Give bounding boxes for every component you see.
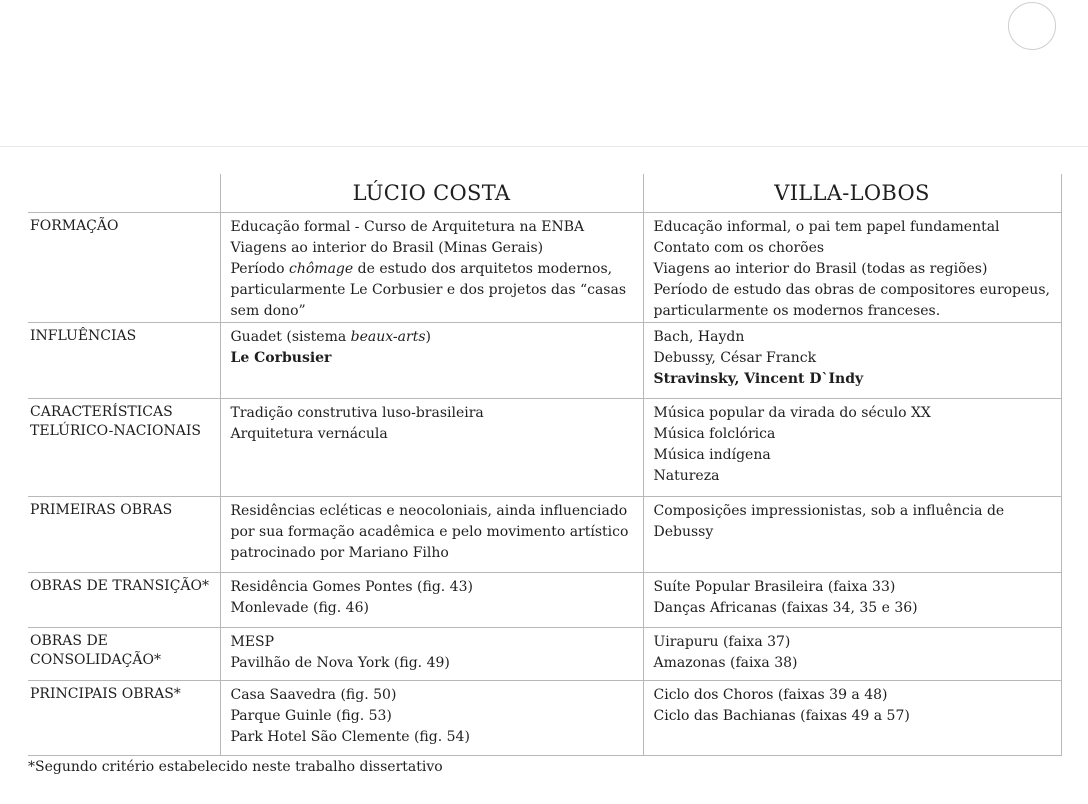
row-label-line: OBRAS DE xyxy=(30,633,108,649)
row-label-line: OBRAS DE TRANSIÇÃO* xyxy=(30,578,210,594)
cell-line xyxy=(231,259,643,280)
text-segment: Debussy xyxy=(653,524,714,540)
cell-line xyxy=(231,301,643,322)
cell-line xyxy=(654,577,1061,598)
cell-line xyxy=(654,501,1061,522)
text-segment: Período de estudo das obras de compositores europeus, xyxy=(653,282,1050,298)
text-segment: Residências ecléticas e neocoloniais, ainda influenciado xyxy=(230,503,628,519)
text-segment: particularmente os modernos franceses. xyxy=(653,303,941,319)
cell-line xyxy=(654,217,1061,238)
row-label-line: CARACTERÍSTICAS xyxy=(30,404,173,420)
cell-villa-lobos xyxy=(643,573,1061,628)
text-segment: Contato com os chorões xyxy=(653,240,825,256)
cell-line xyxy=(654,259,1061,280)
text-segment: Viagens ao interior do Brasil (todas as regiões) xyxy=(653,261,988,277)
row-label-line: PRIMEIRAS OBRAS xyxy=(30,502,173,518)
text-segment: MESP xyxy=(230,634,275,650)
cell-lucio-costa xyxy=(220,213,643,323)
cell-lucio-costa xyxy=(220,399,643,497)
text-segment: de estudo dos arquitetos modernos, xyxy=(353,261,613,277)
cell-line xyxy=(654,327,1061,348)
text-segment: Pavilhão de Nova York (fig. 49) xyxy=(230,655,450,671)
text-segment: Educação informal, o pai tem papel fundamental xyxy=(653,219,1000,235)
cell-line xyxy=(654,466,1061,487)
text-segment: Música folclórica xyxy=(653,426,776,442)
row-label xyxy=(28,573,220,628)
row-label xyxy=(28,399,220,497)
row-label-line: PRINCIPAIS OBRAS* xyxy=(30,686,181,702)
text-segment: sem dono” xyxy=(230,303,306,319)
document-page xyxy=(0,147,1088,804)
row-label xyxy=(28,497,220,573)
cell-line xyxy=(231,653,643,674)
text-segment: Park Hotel São Clemente (fig. 54) xyxy=(230,729,470,745)
cell-line xyxy=(654,424,1061,445)
row-label-line: FORMAÇÃO xyxy=(30,218,119,234)
row-label xyxy=(28,213,220,323)
cell-line xyxy=(654,238,1061,259)
cell-line xyxy=(654,445,1061,466)
cell-line xyxy=(654,403,1061,424)
cell-line xyxy=(231,706,643,727)
text-segment: patrocinado por Mariano Filho xyxy=(230,545,449,561)
table-row xyxy=(28,573,1061,628)
cell-line xyxy=(231,543,643,564)
table-header-row xyxy=(28,174,1061,213)
cell-villa-lobos xyxy=(643,497,1061,573)
row-label-line: INFLUÊNCIAS xyxy=(30,328,137,344)
cell-villa-lobos xyxy=(643,213,1061,323)
cell-lucio-costa xyxy=(220,681,643,756)
cell-line xyxy=(231,632,643,653)
cell-line xyxy=(654,685,1061,706)
text-segment: Uirapuru (faixa 37) xyxy=(653,634,791,650)
text-segment: Casa Saavedra (fig. 50) xyxy=(230,687,397,703)
cell-line xyxy=(654,348,1061,369)
cell-villa-lobos xyxy=(643,323,1061,399)
cell-line xyxy=(231,501,643,522)
table-row xyxy=(28,399,1061,497)
cell-villa-lobos xyxy=(643,399,1061,497)
cell-line xyxy=(231,348,643,369)
cell-lucio-costa xyxy=(220,628,643,681)
cell-line xyxy=(654,280,1061,301)
footnote: *Segundo critério estabelecido neste trabalho dissertativo xyxy=(28,759,443,775)
cell-line xyxy=(654,653,1061,674)
text-segment: Composições impressionistas, sob a influência de xyxy=(653,503,1005,519)
row-label xyxy=(28,628,220,681)
cell-line xyxy=(654,522,1061,543)
cell-line xyxy=(654,369,1061,390)
table-row xyxy=(28,628,1061,681)
text-segment: Ciclo dos Choros (faixas 39 a 48) xyxy=(653,687,888,703)
cell-line xyxy=(231,238,643,259)
text-segment: Le Corbusier xyxy=(230,350,332,366)
table-row xyxy=(28,323,1061,399)
text-segment: por sua formação acadêmica e pelo movimento artístico xyxy=(230,524,629,540)
cell-line xyxy=(231,577,643,598)
text-segment: Música indígena xyxy=(653,447,771,463)
row-label-line: CONSOLIDAÇÃO* xyxy=(30,652,161,668)
text-segment: beaux-arts xyxy=(350,329,426,345)
table-row xyxy=(28,213,1061,323)
text-segment: Educação formal - Curso de Arquitetura na ENBA xyxy=(230,219,585,235)
text-segment: ) xyxy=(425,329,431,345)
cell-line xyxy=(231,685,643,706)
table-row xyxy=(28,681,1061,756)
cell-villa-lobos xyxy=(643,681,1061,756)
cell-lucio-costa xyxy=(220,573,643,628)
top-bar xyxy=(0,0,1088,147)
text-segment: Parque Guinle (fig. 53) xyxy=(230,708,392,724)
text-segment: Viagens ao interior do Brasil (Minas Gerais) xyxy=(230,240,544,256)
text-segment: Tradição construtiva luso-brasileira xyxy=(230,405,484,421)
cell-line xyxy=(231,403,643,424)
text-segment: Residência Gomes Pontes (fig. 43) xyxy=(230,579,473,595)
cell-villa-lobos xyxy=(643,628,1061,681)
cell-line xyxy=(231,424,643,445)
text-segment: Amazonas (faixa 38) xyxy=(653,655,798,671)
header-lucio-costa: LÚCIO COSTA xyxy=(220,174,643,213)
text-segment: Bach, Haydn xyxy=(653,329,745,345)
row-label-line: TELÚRICO-NACIONAIS xyxy=(30,423,201,439)
cell-lucio-costa xyxy=(220,323,643,399)
cell-line xyxy=(654,598,1061,619)
cell-line xyxy=(654,632,1061,653)
cell-line xyxy=(654,301,1061,322)
text-segment: Danças Africanas (faixas 34, 35 e 36) xyxy=(653,600,918,616)
row-label xyxy=(28,681,220,756)
table-row xyxy=(28,497,1061,573)
text-segment: chômage xyxy=(289,261,354,277)
cell-line xyxy=(231,522,643,543)
cell-line xyxy=(654,706,1061,727)
header-villa-lobos: VILLA-LOBOS xyxy=(643,174,1061,213)
text-segment: Música popular da virada do século XX xyxy=(653,405,931,421)
text-segment: Monlevade (fig. 46) xyxy=(230,600,369,616)
cell-lucio-costa xyxy=(220,497,643,573)
text-segment: Stravinsky, Vincent D`Indy xyxy=(653,371,864,387)
text-segment: Guadet (sistema xyxy=(230,329,351,345)
row-label xyxy=(28,323,220,399)
cell-line xyxy=(231,598,643,619)
text-segment: Arquitetura vernácula xyxy=(230,426,388,442)
cell-line xyxy=(231,217,643,238)
cell-line xyxy=(231,280,643,301)
text-segment: Ciclo das Bachianas (faixas 49 a 57) xyxy=(653,708,910,724)
cell-line xyxy=(231,727,643,748)
text-segment: particularmente Le Corbusier e dos projetos das “casas xyxy=(230,282,627,298)
text-segment: Suíte Popular Brasileira (faixa 33) xyxy=(653,579,896,595)
text-segment: Natureza xyxy=(653,468,720,484)
circle-button[interactable] xyxy=(1008,2,1056,50)
cell-line xyxy=(231,327,643,348)
header-corner-cell xyxy=(28,174,220,213)
comparison-table xyxy=(28,174,1062,756)
text-segment: Debussy, César Franck xyxy=(653,350,817,366)
text-segment: Período xyxy=(230,261,290,277)
